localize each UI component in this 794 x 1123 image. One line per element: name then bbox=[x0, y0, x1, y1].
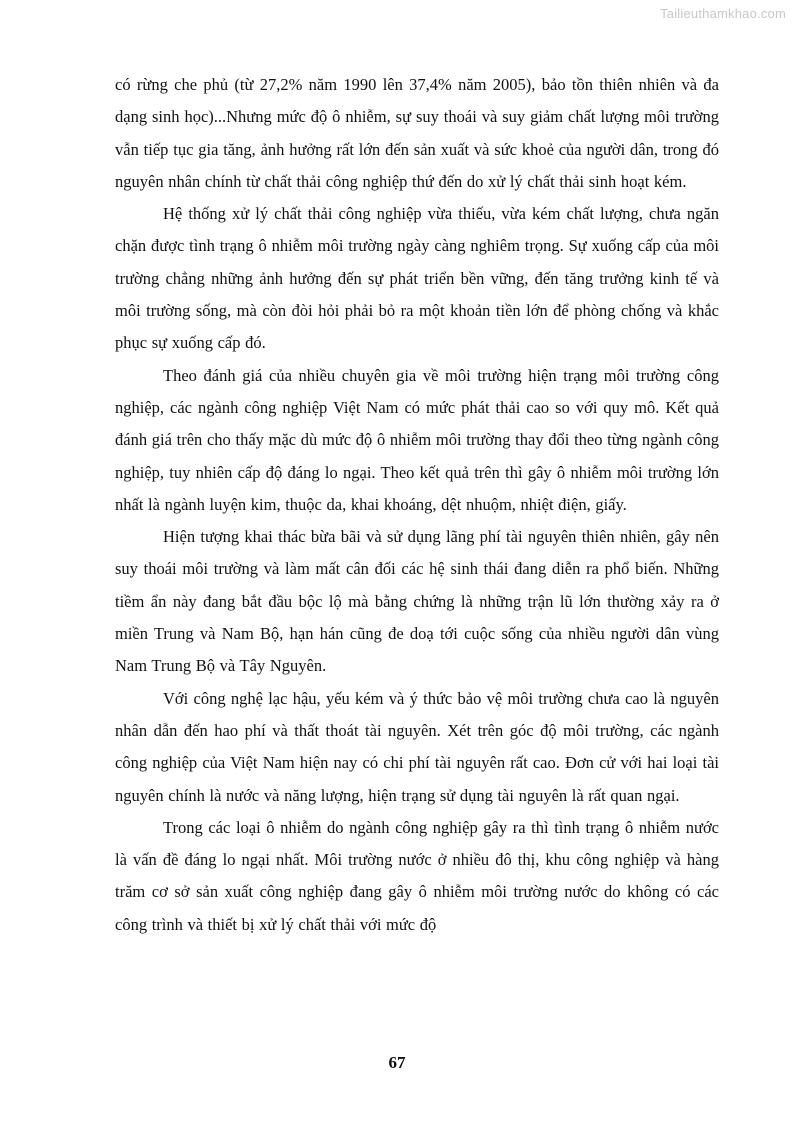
paragraph-5: Với công nghệ lạc hậu, yếu kém và ý thức bảo vệ môi trường chưa cao là nguyên nhân dẫn đến hao phí và thất thoát tài nguyên. Xét trên góc độ môi trường, các ngành công nghiệp của Việt Nam hiện nay có chi phí tài nguyên rất cao. Đơn cử với hai loại tài nguyên chính là nước và năng lượng, hiện trạng sử dụng tài nguyên là rất quan ngại. bbox=[115, 688, 719, 805]
watermark-text: Tailieuthamkhao.com bbox=[660, 6, 786, 21]
paragraph-4: Hiện tượng khai thác bừa bãi và sử dụng lãng phí tài nguyên thiên nhiên, gây nên suy thoái môi trường và làm mất cân đối các hệ sinh thái đang diễn ra phổ biến. Những tiềm ẩn này đang bắt đầu bộc lộ mà bằng chứng là những trận lũ lớn thường xảy ra ở miền Trung và Nam Bộ, hạn hán cũng đe doạ tới cuộc sống của nhiều người dân vùng Nam Trung Bộ và Tây Nguyên. bbox=[115, 527, 719, 676]
paragraph-2: Hệ thống xử lý chất thải công nghiệp vừa thiếu, vừa kém chất lượng, chưa ngăn chặn được tình trạng ô nhiễm môi trường ngày càng nghiêm trọng. Sự xuống cấp của môi trường chẳng những ảnh hưởng đến sự phát triển bền vững, đến tăng trưởng kinh tế và môi trường sống, mà còn đòi hỏi phải bỏ ra một khoản tiền lớn để phòng chống và khắc phục sự xuống cấp đó. bbox=[115, 204, 719, 353]
paragraph-1: có rừng che phủ (từ 27,2% năm 1990 lên 37,4% năm 2005), bảo tồn thiên nhiên và đa dạng sinh học)...Nhưng mức độ ô nhiễm, sự suy thoái và suy giảm chất lượng môi trường vẫn tiếp tục gia tăng, ảnh hưởng rất lớn đến sản xuất và sức khoẻ của người dân, trong đó nguyên nhân chính từ chất thải công nghiệp thứ đến do xử lý chất thải sinh hoạt kém. bbox=[115, 75, 719, 191]
page-number: 67 bbox=[388, 1053, 406, 1072]
document-body bbox=[115, 69, 719, 941]
paragraph-3: Theo đánh giá của nhiều chuyên gia về môi trường hiện trạng môi trường công nghiệp, các ngành công nghiệp Việt Nam có mức phát thải cao so với quy mô. Kết quả đánh giá trên cho thấy mặc dù mức độ ô nhiễm môi trường thay đổi theo từng ngành công nghiệp, tuy nhiên cấp độ đáng lo ngại. Theo kết quả trên thì gây ô nhiễm môi trường lớn nhất là ngành luyện kim, thuộc da, khai khoáng, dệt nhuộm, nhiệt điện, giấy. bbox=[115, 365, 719, 514]
paragraph-6: Trong các loại ô nhiễm do ngành công nghiệp gây ra thì tình trạng ô nhiễm nước là vấn đề đáng lo ngại nhất. Môi trường nước ở nhiều đô thị, khu công nghiệp và hàng trăm cơ sở sản xuất công nghiệp đang gây ô nhiễm môi trường nước do không có các công trình và thiết bị xử lý chất thải với mức độ bbox=[115, 817, 719, 934]
